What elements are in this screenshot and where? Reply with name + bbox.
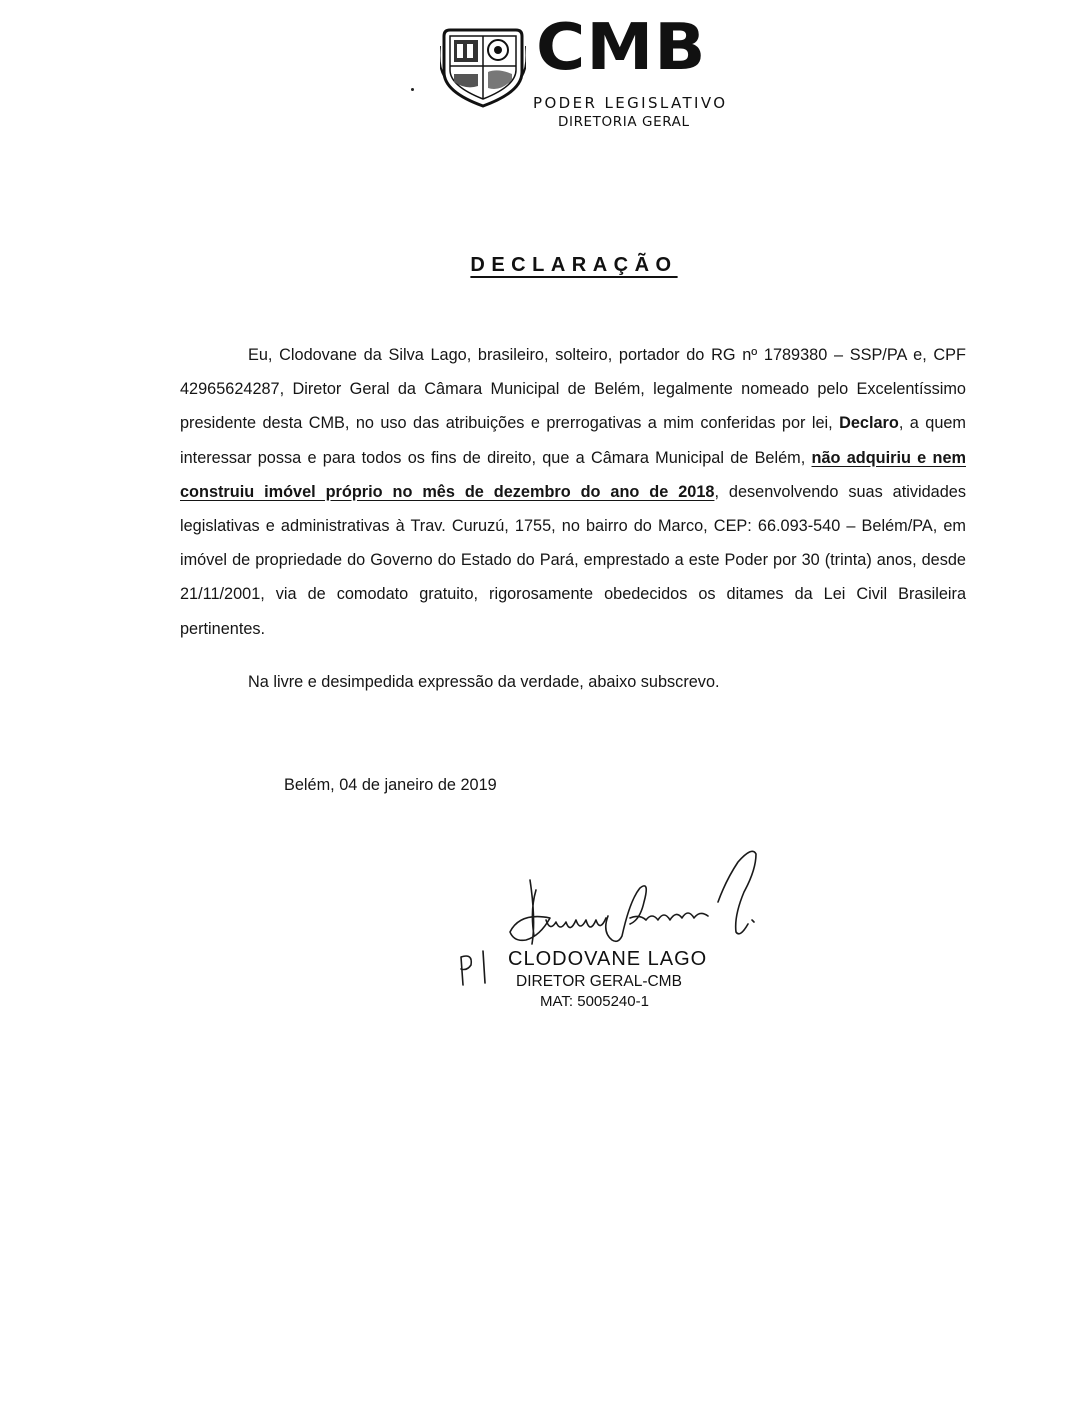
declaro-keyword: Declaro (839, 414, 899, 433)
signatory-registration: MAT: 5005240-1 (540, 993, 649, 1010)
declaration-paragraph (180, 338, 966, 646)
body-emphasis: não adquiriu e nem construiu imóvel próprio no mês de dezembro do ano de 2018 (180, 448, 966, 501)
document-title: DECLARAÇÃO (470, 254, 678, 276)
body-part-3: , desenvolvendo suas atividades legislativas e administrativas à Trav. Curuzú, 1755, no bairro do Marco, CEP: 66.093-540 – Belém/PA, em imóvel de propriedade do Governo do Estado do Pará, emprestado a este Poder por 30 (trinta) anos, desde 21/11/2001, via de comodato gratuito, rigorosamente obedecidos os ditames da Lei Civil Brasileira pertinentes. (180, 482, 966, 638)
signatory-name: CLODOVANE LAGO (508, 948, 708, 970)
closing-statement: Na livre e desimpedida expressão da verdade, abaixo subscrevo. (248, 673, 720, 691)
place-and-date: Belém, 04 de janeiro de 2019 (284, 776, 497, 794)
handwritten-signature (490, 840, 780, 950)
declaration-body (180, 338, 966, 646)
letterhead (440, 11, 740, 134)
letterhead-department: DIRETORIA GERAL (558, 114, 690, 130)
body-part-2: , a quem interessar possa e para todos os fins de direito, que a Câmara Municipal de Belém, (180, 414, 966, 467)
scan-speck (411, 88, 414, 91)
municipal-coat-of-arms-icon (440, 26, 526, 108)
body-part-1: Eu, Clodovane da Silva Lago, brasileiro, solteiro, portador do RG nº 1789380 – SSP/PA e, CPF 42965624287, Diretor Geral da Câmara Municipal de Belém, legalmente nomeado pelo Excelentíssimo presidente desta CMB, no uso das atribuições e prerrogativas a mim conferidas por lei, (180, 346, 966, 433)
letterhead-subtitle: PODER LEGISLATIVO (533, 94, 728, 112)
brand-logo-text: CMB (536, 11, 707, 85)
handwritten-initials (455, 945, 495, 989)
signatory-role: DIRETOR GERAL-CMB (516, 973, 682, 990)
